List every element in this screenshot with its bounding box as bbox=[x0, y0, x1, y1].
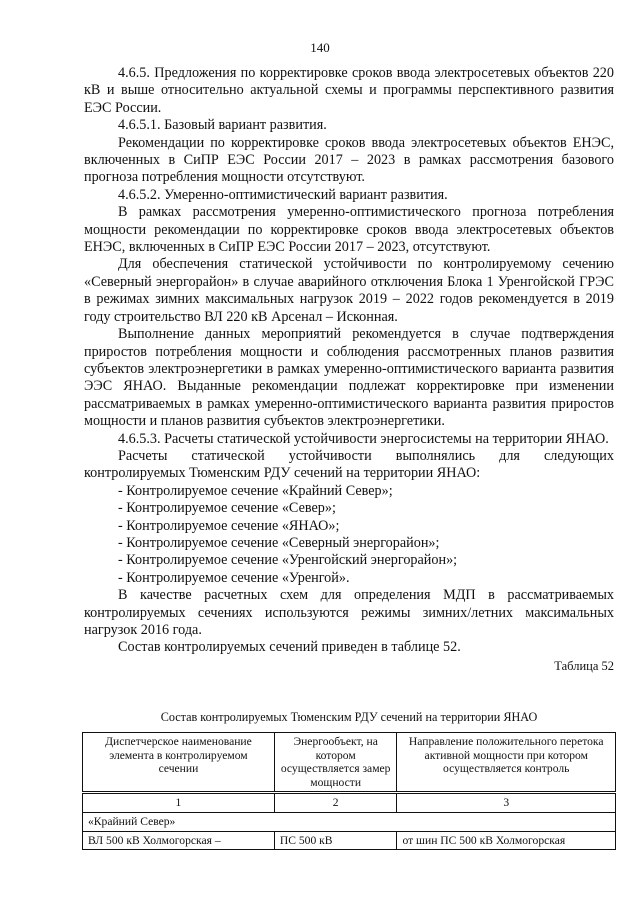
list-item: - Контролируемое сечение «Уренгойский энергорайон»; bbox=[118, 552, 458, 569]
paragraph: 4.6.5.1. Базовый вариант развития. bbox=[118, 117, 327, 134]
list-item: - Контролируемое сечение «ЯНАО»; bbox=[118, 517, 340, 534]
paragraph: Состав контролируемых сечений приведен в таблице 52. bbox=[118, 639, 461, 656]
sections-table bbox=[82, 732, 616, 850]
table-header-cell: Диспетчерское наименование элемента в контролируемом сечении bbox=[83, 733, 275, 793]
section-row bbox=[83, 812, 616, 831]
table-title: Состав контролируемых Тюменским РДУ сечений на территории ЯНАО bbox=[160, 710, 538, 724]
list-item: - Контролируемое сечение «Уренгой». bbox=[118, 569, 350, 586]
paragraph: 4.6.5.2. Умеренно-оптимистический вариант развития. bbox=[118, 186, 448, 203]
column-number: 1 bbox=[83, 793, 275, 813]
table-cell: от шин ПС 500 кВ Холмогорская bbox=[397, 831, 616, 850]
paragraph: Выполнение данных мероприятий рекомендуется в случае подтверждения приростов потребления мощности и соблюдения рассмотренных планов развития субъектов электроэнергетики в рамках умеренно-оптимистического варианта развития ЭЭС ЯНАО. Выданные рекомендации подлежат корректировке при изменении рассматриваемых в рамках умеренно-оптимистического варианта развития приростов мощности и планов развития субъектов электроэнергетики. bbox=[84, 326, 614, 430]
table-header-row bbox=[83, 733, 616, 793]
table-header-cell: Энергообъект, на котором осуществляется замер мощности bbox=[274, 733, 397, 793]
section-label: «Крайний Север» bbox=[83, 812, 616, 831]
paragraph: В рамках рассмотрения умеренно-оптимистического прогноза потребления мощности рекомендации по корректировке сроков ввода электросетевых объектов ЕНЭС, включенных в СиПР ЕЭС России 2017 – 2023, отсутствуют. bbox=[84, 204, 614, 256]
paragraph: Рекомендации по корректировке сроков ввода электросетевых объектов ЕНЭС, включенных в СиПР ЕЭС России 2017 – 2023 в рамках рассмотрения базового прогноза потребления мощности отсутствуют. bbox=[84, 134, 614, 186]
page-number: 140 bbox=[310, 40, 330, 55]
paragraph: 4.6.5. Предложения по корректировке сроков ввода электросетевых объектов 220 кВ и выше относительно актуальной схемы и программы перспективного развития ЕЭС России. bbox=[84, 65, 614, 116]
paragraph: Расчеты статической устойчивости выполнялись для следующих контролируемых Тюменским РДУ сечений на территории ЯНАО: bbox=[84, 447, 614, 482]
document-body bbox=[84, 65, 614, 675]
paragraph: В качестве расчетных схем для определения МДП в рассматриваемых контролируемых сечениях используются режимы зимних/летних максимальных нагрузок 2016 года. bbox=[84, 587, 614, 638]
table-header-cell: Направление положительного перетока активной мощности при котором осуществляется контроль bbox=[397, 733, 616, 793]
table-caption: Таблица 52 bbox=[554, 658, 614, 673]
list-item: - Контролируемое сечение «Крайний Север»; bbox=[118, 482, 393, 499]
paragraph: 4.6.5.3. Расчеты статической устойчивости энергосистемы на территории ЯНАО. bbox=[118, 430, 609, 447]
column-number-row bbox=[83, 793, 616, 813]
column-number: 2 bbox=[274, 793, 397, 813]
paragraph: Для обеспечения статической устойчивости по контролируемому сечению «Северный энергорайон» в случае аварийного отключения Блока 1 Уренгойской ГРЭС в режимах зимних максимальных нагрузок 2019 – 2022 годов рекомендуется в 2019 году строительство ВЛ 220 кВ Арсенал – Исконная. bbox=[84, 256, 614, 325]
table-cell: ВЛ 500 кВ Холмогорская – bbox=[83, 831, 275, 850]
table-row bbox=[83, 831, 616, 850]
list-item: - Контролируемое сечение «Север»; bbox=[118, 500, 336, 517]
table-cell: ПС 500 кВ bbox=[274, 831, 397, 850]
column-number: 3 bbox=[397, 793, 616, 813]
list-item: - Контролируемое сечение «Северный энергорайон»; bbox=[118, 534, 440, 551]
